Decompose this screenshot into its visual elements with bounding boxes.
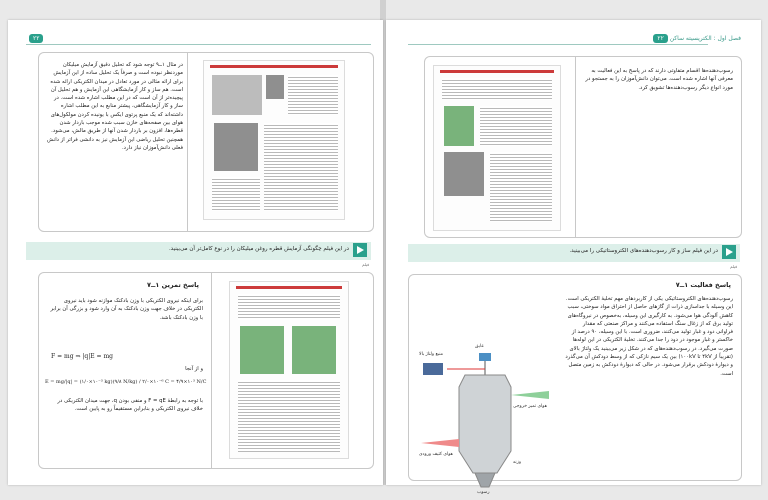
right-page bbox=[386, 20, 761, 495]
right-page-header bbox=[650, 34, 741, 43]
left-header-rule bbox=[26, 44, 371, 45]
label-deposit: رسوب bbox=[477, 490, 490, 495]
left-note-card bbox=[38, 52, 374, 232]
label-weight: وزنه bbox=[513, 460, 522, 465]
play-icon bbox=[353, 243, 367, 257]
left-page-number: ۲۲ bbox=[29, 34, 43, 43]
right-play-button[interactable] bbox=[722, 245, 736, 259]
right-answer-card bbox=[408, 274, 742, 495]
right-page-number: ۲۲ bbox=[653, 34, 667, 43]
clean-air-arrow bbox=[511, 391, 549, 399]
left-exercise-thumbnail bbox=[229, 281, 349, 459]
left-page-header bbox=[26, 34, 43, 43]
answer-text bbox=[417, 295, 733, 495]
left-book-thumbnail bbox=[203, 60, 345, 220]
right-card-divider bbox=[575, 57, 576, 237]
equation-2: E = mg/|q| = (۱/۰×۱۰⁻³ kg)(۹/۸ N/kg) / ۲/۰×۱۰⁻⁶ C = ۴/۹×۱۰³ N/C bbox=[45, 379, 207, 385]
insulator-shape bbox=[479, 353, 491, 361]
precipitator-svg bbox=[417, 347, 557, 497]
exercise-text-2: با توجه به رابطهٔ F = qE و منفی بودن q، جهت میدان الکتریکی در خلاف نیروی الکتریکی و بنابراین مستقیماً رو به پایین است. bbox=[57, 398, 203, 413]
right-card-text: رسوب‌دهنده‌ها اقسام متفاوتی دارند که در پاسخ به این فعالیت به معرفی آنها اشاره شده است. می‌توان دانش‌آموزان را به جستجو در مورد انواع دیگر رسوب‌دهنده‌ها تشویق کرد. bbox=[585, 68, 733, 91]
left-film-label: فیلم bbox=[362, 262, 370, 267]
right-header-rule bbox=[408, 44, 708, 45]
label-clean-air: هوای تمیز خروجی bbox=[513, 404, 547, 409]
left-page bbox=[8, 20, 383, 485]
left-card-text: در مثال ۱ــ۹ توجه شود که تحلیل دقیق آزمایش میلیکان موردنظر نبوده است و صرفاً یک تحلیل ساده از این آزمایش برای ارائه مثالی در مورد تعادل در میدان الکتریکی ارائه شده است. هم ساز و کار آزمایشگاهی این آزمایش و هم تحلیل آن پیچیده‌تر از آن است که در این مطلب اشاره شده است. در ساز و کار آزمایشگاهی، پیشتر منابع به این مطلب اشاره داشته‌اند که یک منبع پرتوی ایکس با یونیده کردن مولکول‌های هوای بین صفحه‌های خازن سبب شده موجب باردار شدن قطره‌ها، افزون بر باردار شدن آنها از طریق مالش، می‌شود. همچنین تحلیل ریاضی این آزمایش نیز به دانشی فراتر از دانش فعلی دانش‌آموزان نیاز دارد. bbox=[46, 62, 183, 151]
label-insulator: عایق bbox=[475, 344, 485, 349]
answer-body: رسوب‌دهنده‌های الکتروستاتیکی یکی از کاربردهای مهم تخلیهٔ الکتریکی است. این وسیله با جداسازی ذرات از گازهای حاصل از احتراق مواد سوختی، سبب کاهش آلودگی هوا می‌شود. به کارگیری این وسیله، به‌خصوص در نیروگاه‌های تولید برق که از زغال سنگ استفاده می‌کنند و مراکز صنعتی که مقدار فراوانی دود و غبار تولید می‌کنند، ضروری است. با این وسیله، ۹۰ درصد از خاکستر و غبار موجود در دود را جدا می‌کنند. تخلیهٔ الکتریکی در این لوله‌ها صورت می‌گیرد. در رسوب‌دهنده‌های که در شکل زیر می‌بینید یک ولتاژ بالای (تقریباً از ۴kV تا ۱۰۰kV) بین یک سیم نازکی که از وسط دودکش آن می‌گذرد و دیوارهٔ دودکش برقرار می‌شود. در حالی که دیوارهٔ دودکش به زمین متصل است. bbox=[565, 296, 733, 377]
label-dirty-air: هوای کثیف ورودی bbox=[419, 452, 453, 457]
right-film-bar bbox=[408, 244, 740, 262]
right-book-thumbnail bbox=[433, 65, 561, 231]
right-note-card bbox=[424, 56, 742, 238]
exercise-text-1: برای اینکه نیروی الکتریکی با وزن بادکنک موازنه شود باید نیروی الکتریکی در خلاف جهت وزن بادکنک به آن وارد شود و بزرگی آن برابر با وزن بادکنک باشد. bbox=[50, 298, 203, 321]
play-icon bbox=[722, 245, 736, 259]
precipitator-diagram bbox=[417, 344, 557, 497]
equation-connector: و از آنجا bbox=[185, 366, 203, 372]
left-film-bar bbox=[26, 242, 371, 260]
answer-title: پاسخ فعالیت ۱ــ۷ bbox=[675, 281, 731, 289]
dirty-air-arrow bbox=[421, 439, 459, 447]
exercise-title: پاسخ تمرین ۱ــ۷ bbox=[146, 281, 199, 289]
right-film-bar-text: در این فیلم ساز و کار رسوب‌دهنده‌های الکتروستاتیکی را می‌بینید. bbox=[569, 248, 718, 254]
equation-1: F = mg ⇒ |q|E = mg bbox=[51, 353, 114, 360]
left-exercise-divider bbox=[211, 273, 212, 468]
left-play-button[interactable] bbox=[353, 243, 367, 257]
label-high-voltage: منبع ولتاژ بالا bbox=[419, 352, 444, 357]
left-exercise-card bbox=[38, 272, 374, 469]
chapter-header: فصل اول : الکتریسیته ساکن bbox=[669, 35, 741, 42]
left-card-divider bbox=[187, 53, 188, 231]
right-film-label: فیلم bbox=[730, 264, 738, 269]
left-film-bar-text: در این فیلم چگونگی آزمایش قطره روغن میلیکان را در نوع کامل‌تر آن می‌بینید. bbox=[168, 246, 349, 252]
